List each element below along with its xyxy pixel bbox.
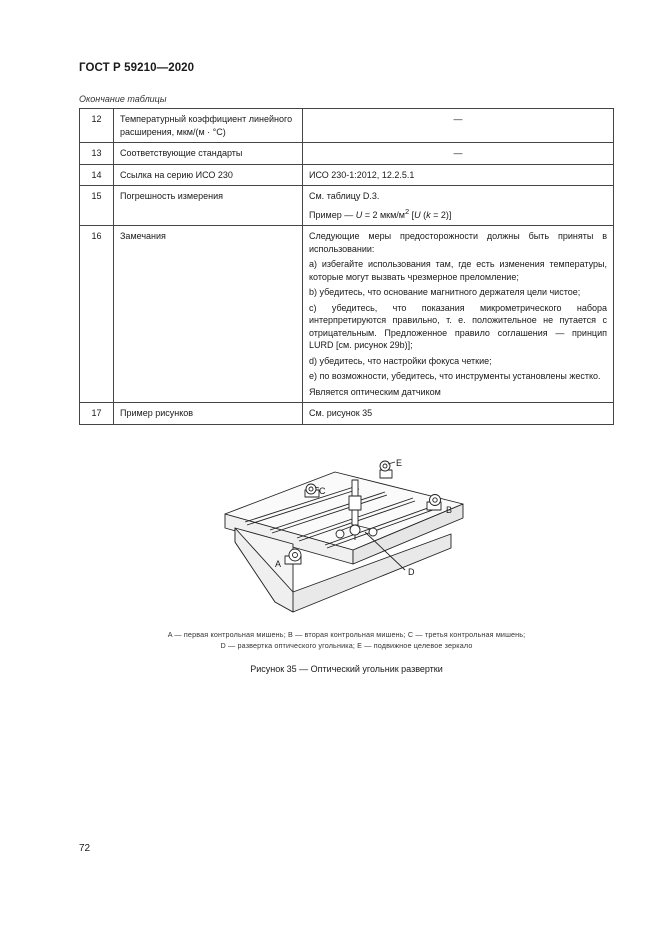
table-row <box>80 109 614 143</box>
u-symbol: U <box>414 209 421 220</box>
table-row <box>80 143 614 165</box>
eq-value: = 2 мкм/м <box>362 209 405 220</box>
row-name: Пример рисунков <box>114 403 303 425</box>
label-d: D <box>408 567 415 577</box>
row-value: См. рисунок 35 <box>303 403 614 425</box>
row-name: Соответствующие стандарты <box>114 143 303 165</box>
row-number: 16 <box>80 226 114 403</box>
remark-paragraph: b) убедитесь, что основание магнитного держателя цели чистое; <box>309 287 581 297</box>
remark-paragraph: Следующие меры предосторожности должны быть приняты в использовании: <box>309 231 607 254</box>
remark-paragraph: a) избегайте использования там, где есть изменения температуры, которые могут вызвать чрезмерное преломление; <box>309 259 607 282</box>
row-value: ИСО 230-1:2012, 12.2.5.1 <box>303 164 614 186</box>
row-number: 13 <box>80 143 114 165</box>
k-symbol: k <box>426 209 431 220</box>
remark-paragraph: e) по возможности, убедитесь, что инструменты установлены жестко. <box>309 371 601 381</box>
table-caption: Окончание таблицы <box>79 94 167 104</box>
label-a: A <box>275 559 282 569</box>
row-value <box>303 186 614 226</box>
row-name: Ссылка на серию ИСО 230 <box>114 164 303 186</box>
table-row <box>80 226 614 403</box>
label-c: C <box>319 486 326 496</box>
k-value: = 2)] <box>430 209 452 220</box>
u-symbol: U <box>355 209 363 220</box>
row-number: 15 <box>80 186 114 226</box>
row-value: — <box>303 143 614 165</box>
table-row <box>80 186 614 226</box>
figure-legend: A — первая контрольная мишень; B — вторая контрольная мишень; C — третья контрольная мишень; <box>167 630 526 639</box>
figure-title: Рисунок 35 — Оптический угольник развертки <box>250 664 443 674</box>
uncertainty-example <box>309 206 607 222</box>
label-e: E <box>396 458 403 468</box>
table-row <box>80 403 614 425</box>
table-row <box>80 164 614 186</box>
row-name: Замечания <box>114 226 303 403</box>
row-number: 17 <box>80 403 114 425</box>
row-value: — <box>303 109 614 143</box>
document-header: ГОСТ Р 59210—2020 <box>79 62 195 74</box>
remark-paragraph: c) убедитесь, что показания микрометрического набора интерпретируются правильно, т. е. положительное не путается с отрицательным. Предложенное правило соглашения — принцип LURD [см. рисунок 29b)]; <box>309 302 607 350</box>
value-line: См. таблицу D.3. <box>309 191 380 201</box>
page-number: 72 <box>79 843 91 854</box>
row-name: Температурный коэффициент линейного расширения, мкм/(м · °C) <box>114 109 303 143</box>
superscript: 2 <box>404 206 410 216</box>
row-name: Погрешность измерения <box>114 186 303 226</box>
optical-square-figure <box>215 452 475 622</box>
remark-paragraph: d) убедитесь, что настройки фокуса четкие; <box>309 355 492 366</box>
parameters-table <box>79 108 614 425</box>
row-value <box>303 226 614 403</box>
optical-square-drawing <box>215 452 475 622</box>
label-b: B <box>446 505 453 515</box>
k-open: ( <box>420 209 427 220</box>
row-number: 12 <box>80 109 114 143</box>
remark-paragraph: Является оптическим датчиком <box>309 386 441 397</box>
figure-legend: D — развертка оптического угольника; E — подвижное целевое зеркало <box>220 641 473 650</box>
example-prefix: Пример — <box>309 209 356 220</box>
bracket-open: [ <box>409 209 415 220</box>
row-number: 14 <box>80 164 114 186</box>
